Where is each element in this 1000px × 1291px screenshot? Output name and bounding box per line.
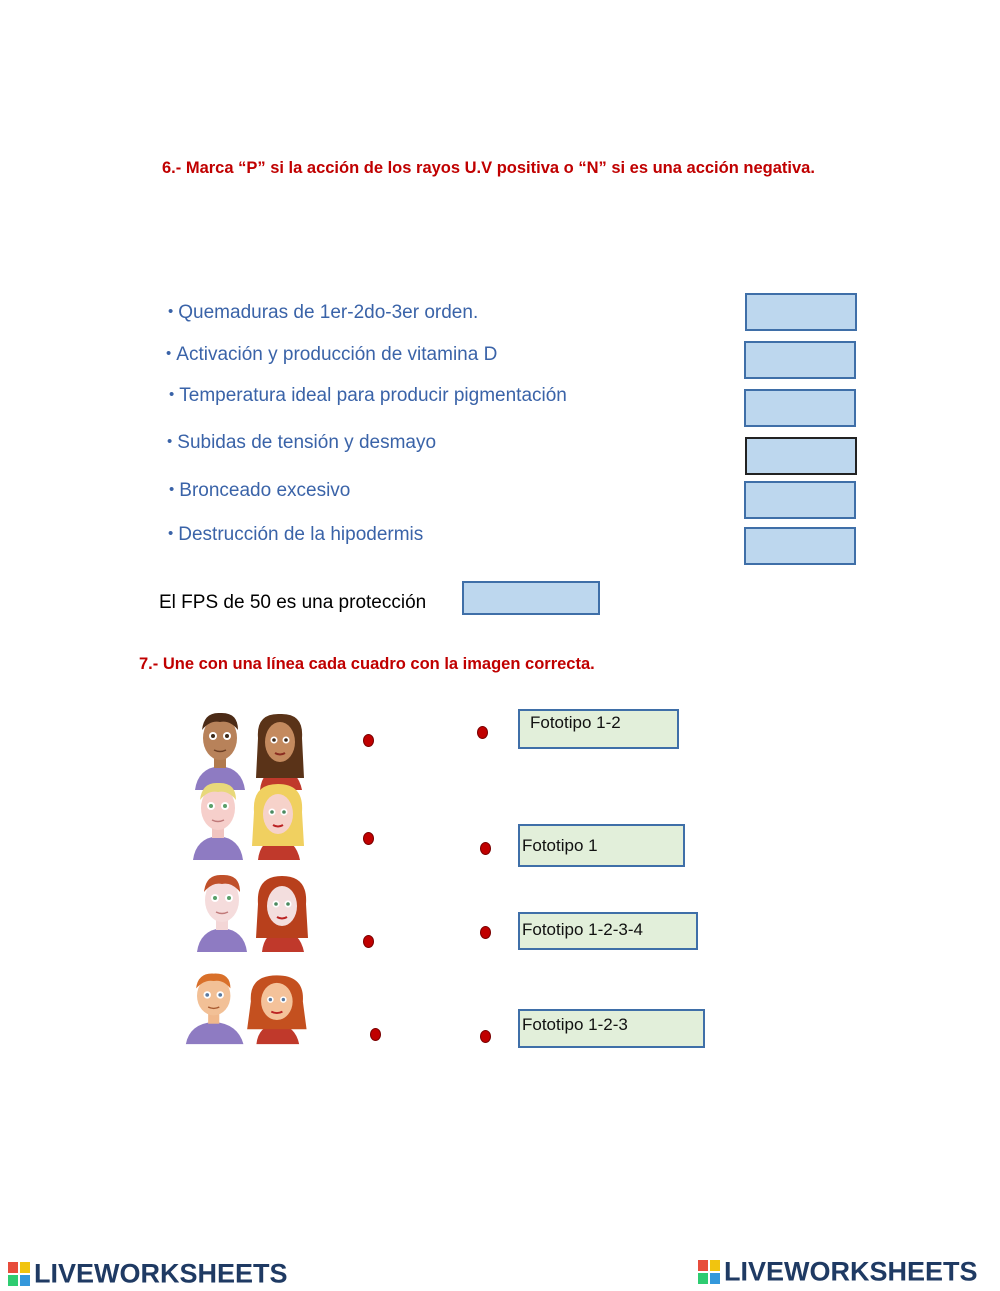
- fototipo-label-text: Fototipo 1-2: [530, 713, 621, 732]
- watermark-text: LIVEWORKSHEETS: [724, 1256, 978, 1287]
- bullet: •: [169, 481, 175, 498]
- image-dot-1[interactable]: [363, 734, 374, 747]
- answer-box-1[interactable]: [745, 293, 857, 331]
- answer-box-5[interactable]: [744, 481, 856, 519]
- fototipo-label-box-1: [518, 709, 679, 749]
- watermark-left: [8, 1257, 288, 1289]
- statement-text: Quemaduras de 1er-2do-3er orden.: [178, 302, 479, 323]
- label-dot-1[interactable]: [477, 726, 488, 739]
- fototipo-label-box-4: [518, 1009, 705, 1048]
- fps-label: El FPS de 50 es una protección: [159, 592, 427, 613]
- boy-face-blond: [193, 783, 243, 860]
- image-dot-4[interactable]: [370, 1028, 381, 1041]
- label-dot-2[interactable]: [480, 842, 491, 855]
- watermark-text: LIVEWORKSHEETS: [34, 1258, 288, 1289]
- bullet: •: [168, 525, 174, 542]
- image-dot-3[interactable]: [363, 935, 374, 948]
- girl-face-ginger: [247, 975, 306, 1044]
- girl-face-redhead: [256, 876, 308, 952]
- fototipo-label-text: Fototipo 1-2-3: [522, 1015, 628, 1034]
- bullet: •: [167, 433, 173, 450]
- faces-image-2: [188, 778, 318, 860]
- fototipo-label-box-2: [518, 824, 685, 867]
- answer-box-6[interactable]: [744, 527, 856, 565]
- answer-box-4[interactable]: [745, 437, 857, 475]
- answer-box-2[interactable]: [744, 341, 856, 379]
- liveworksheets-logo-icon: [698, 1260, 720, 1284]
- liveworksheets-logo-icon: [8, 1262, 30, 1286]
- bullet: •: [166, 345, 172, 362]
- statement-text: Activación y producción de vitamina D: [176, 344, 498, 365]
- girl-face-blond: [252, 784, 304, 860]
- question-7-title: 7.- Une con una línea cada cuadro con la imagen correcta.: [139, 655, 595, 673]
- boy-face-ginger: [186, 974, 244, 1045]
- watermark-right: [698, 1255, 978, 1287]
- statement-text: Destrucción de la hipodermis: [178, 524, 424, 545]
- question-6-title: 6.- Marca “P” si la acción de los rayos U.V positiva o “N” si es una acción negativa.: [162, 159, 815, 177]
- statement-item-3: [169, 385, 567, 407]
- answer-box-3[interactable]: [744, 389, 856, 427]
- fps-answer-box[interactable]: [462, 581, 600, 615]
- statement-text: Bronceado excesivo: [179, 480, 351, 501]
- fototipo-label-text: Fototipo 1: [522, 836, 598, 855]
- statement-item-1: [168, 302, 478, 324]
- statement-item-5: [169, 480, 350, 502]
- boy-face-redhead: [197, 875, 247, 952]
- statement-item-2: [166, 344, 497, 366]
- statement-text: Subidas de tensión y desmayo: [177, 432, 437, 453]
- faces-image-4: [184, 966, 314, 1048]
- statement-item-4: [167, 432, 436, 454]
- fototipo-label-box-3: [518, 912, 698, 950]
- fototipo-label-text: Fototipo 1-2-3-4: [522, 920, 643, 939]
- faces-image-3: [192, 870, 322, 952]
- bullet: •: [168, 303, 174, 320]
- statement-text: Temperatura ideal para producir pigmentación: [179, 385, 567, 406]
- image-dot-2[interactable]: [363, 832, 374, 845]
- bullet: •: [169, 386, 175, 403]
- label-dot-3[interactable]: [480, 926, 491, 939]
- statement-item-6: [168, 524, 423, 546]
- label-dot-4[interactable]: [480, 1030, 491, 1043]
